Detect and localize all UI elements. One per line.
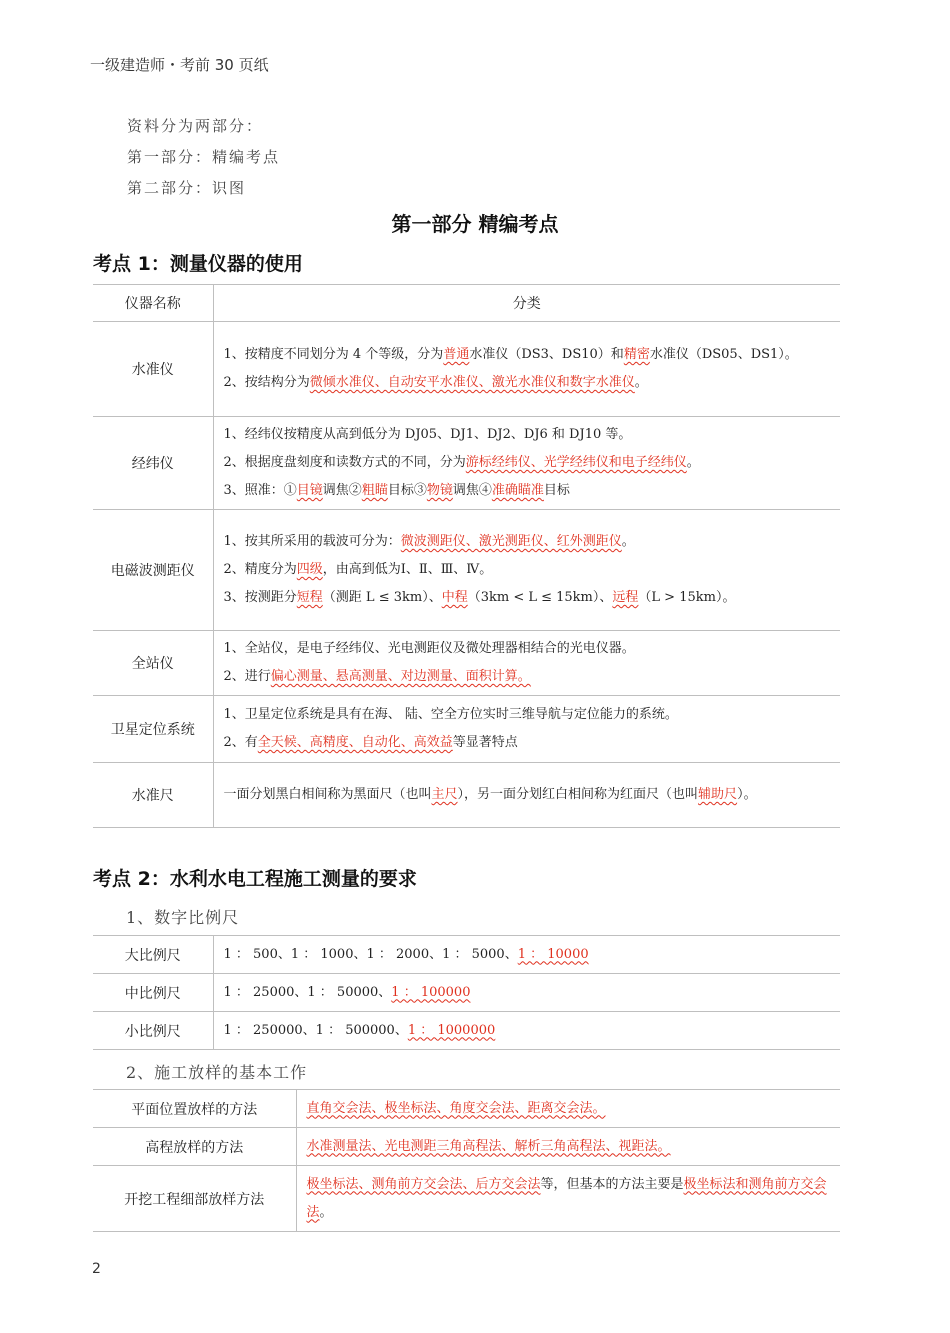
- intro-line-2: 第一部分：精编考点: [127, 148, 281, 166]
- method-name: 平面位置放样的方法: [93, 1090, 296, 1128]
- desc-line: [224, 369, 831, 397]
- desc-line: [224, 701, 831, 729]
- instrument-table: [93, 284, 840, 828]
- plain-text: 调焦②: [322, 483, 362, 498]
- plain-text: 3、照准：①: [223, 483, 297, 498]
- highlight-text: 普通: [443, 347, 470, 362]
- desc-line: [307, 1171, 831, 1227]
- plain-text: 目标: [543, 483, 570, 498]
- instrument-desc: [213, 763, 840, 828]
- table-row: [93, 763, 840, 828]
- plain-text: 一面分划黑白相间称为黑面尺（也叫: [223, 787, 432, 802]
- table-row: [93, 1128, 840, 1166]
- scale-values: 1 ： 25000、1 ： 50000、1 ： 100000: [213, 974, 840, 1012]
- page-header: 一级建造师・考前 30 页纸: [90, 56, 269, 74]
- subsection-layout-title: 2、施工放样的基本工作: [126, 1063, 308, 1082]
- highlight-text: 远程: [612, 590, 639, 605]
- plain-text: 1、按其所采用的载波可分为：: [223, 534, 401, 549]
- plain-text: 。: [634, 375, 648, 390]
- instrument-name: 水准仪: [93, 322, 213, 417]
- method-desc: [296, 1128, 840, 1166]
- plain-text: 3、按测距分: [223, 590, 297, 605]
- intro-line-1: 资料分为两部分：: [127, 117, 264, 135]
- scale-name: 大比例尺: [93, 936, 213, 974]
- desc-line: [224, 477, 831, 505]
- desc-line: [224, 663, 831, 691]
- plain-text: 2、精度分为: [223, 562, 297, 577]
- plain-text: 1、经纬仪按精度从高到低分为 DJ05、DJ1、DJ2、DJ6 和 DJ10 等。: [223, 427, 632, 442]
- instrument-desc: [213, 696, 840, 763]
- highlight-text: 四级: [296, 562, 323, 577]
- highlight-text: 物镜: [426, 483, 453, 498]
- instrument-name: 卫星定位系统: [93, 696, 213, 763]
- instrument-desc: [213, 510, 840, 631]
- plain-text: （3km < L ≤ 15km）、: [467, 590, 613, 605]
- desc-line: [224, 421, 831, 449]
- highlight-text: 短程: [296, 590, 323, 605]
- desc-line: [307, 1133, 831, 1161]
- plain-text: 。: [621, 534, 635, 549]
- plain-text: （L > 15km）。: [638, 590, 736, 605]
- table-row: [93, 1090, 840, 1128]
- plain-text: 水准仪（DS3、DS10）和: [469, 347, 624, 362]
- plain-text: 。: [686, 455, 700, 470]
- scale-name: 中比例尺: [93, 974, 213, 1012]
- scale-values: 1 ： 500、1 ： 1000、1 ： 2000、1 ： 5000、1 ： 10000: [213, 936, 840, 974]
- desc-line: [224, 341, 831, 369]
- highlight-text: 中程: [441, 590, 468, 605]
- highlight-text: 目镜: [296, 483, 323, 498]
- section-2-title: 考点 2：水利水电工程施工测量的要求: [93, 868, 417, 890]
- plain-text: 等，但基本的方法主要是: [540, 1176, 684, 1192]
- table-row: [93, 322, 840, 417]
- highlight-text: 微倾水准仪、自动安平水准仪、激光水准仪和数字水准仪: [309, 375, 635, 390]
- method-desc: [296, 1090, 840, 1128]
- desc-line: [224, 556, 831, 584]
- instrument-desc: [213, 417, 840, 510]
- plain-text: 等显著特点: [452, 735, 518, 750]
- plain-text: ）。: [737, 787, 757, 802]
- desc-line: [224, 584, 831, 612]
- intro-line-3: 第二部分：识图: [127, 179, 247, 197]
- table-header-row: [93, 285, 840, 322]
- desc-line: [224, 449, 831, 477]
- layout-method-table: [93, 1089, 840, 1232]
- table-row: [93, 417, 840, 510]
- highlight-text: 准确瞄准: [491, 483, 544, 498]
- subsection-scale-title: 1、数字比例尺: [126, 908, 240, 927]
- highlight-text: 主尺: [431, 787, 458, 802]
- plain-text: 2、根据度盘刻度和读数方式的不同，分为: [223, 455, 466, 470]
- plain-text: 1、卫星定位系统是具有在海、 陆、空全方位实时三维导航与定位能力的系统。: [223, 707, 678, 722]
- table-row: [93, 936, 840, 974]
- plain-text: 目标③: [387, 483, 427, 498]
- plain-text: 1、全站仪，是电子经纬仪、光电测距仪及微处理器相结合的光电仪器。: [223, 641, 635, 656]
- part-title: 第一部分 精编考点: [391, 212, 559, 236]
- highlight-text: 偏心测量、悬高测量、对边测量、面积计算。: [270, 669, 531, 684]
- instrument-desc: [213, 322, 840, 417]
- highlight-text: 全天候、高精度、自动化、高效益: [257, 735, 453, 750]
- table-row: [93, 696, 840, 763]
- plain-text: 2、按结构分为: [223, 375, 310, 390]
- table-row: [93, 1166, 840, 1232]
- desc-line: [307, 1095, 831, 1123]
- instrument-name: 水准尺: [93, 763, 213, 828]
- scale-name: 小比例尺: [93, 1012, 213, 1050]
- desc-line: [224, 635, 831, 663]
- plain-text: 水准仪（DS05、DS1）。: [649, 347, 798, 362]
- highlight-text: 直角交会法、极坐标法、角度交会法、距离交会法。: [306, 1100, 606, 1116]
- section-1-title: 考点 1：测量仪器的使用: [93, 253, 303, 275]
- instrument-name: 全站仪: [93, 631, 213, 696]
- plain-text: （测距 L ≤ 3km）、: [322, 590, 442, 605]
- page-number: 2: [92, 1261, 101, 1277]
- plain-text: 2、有: [223, 735, 258, 750]
- table-row: [93, 974, 840, 1012]
- plain-text: 调焦④: [452, 483, 492, 498]
- desc-line: [224, 528, 831, 556]
- plain-text: ），另一面分划红白相间称为红面尺（也叫: [457, 787, 699, 802]
- highlight-text: 精密: [623, 347, 650, 362]
- plain-text: ，由高到低为Ⅰ、Ⅱ、Ⅲ、Ⅳ。: [322, 562, 493, 577]
- plain-text: 1、按精度不同划分为 4 个等级，分为: [223, 347, 444, 362]
- plain-text: 2、进行: [223, 669, 271, 684]
- highlight-text: 辅助尺: [698, 787, 738, 802]
- desc-line: [224, 729, 831, 757]
- table-row: [93, 510, 840, 631]
- highlight-text: 水准测量法、光电测距三角高程法、解析三角高程法、视距法。: [306, 1138, 671, 1154]
- method-name: 开挖工程细部放样方法: [93, 1166, 296, 1232]
- instrument-name: 电磁波测距仪: [93, 510, 213, 631]
- method-desc: [296, 1166, 840, 1232]
- column-header-class: 分类: [213, 285, 840, 322]
- highlight-text: 粗瞄: [361, 483, 388, 498]
- highlight-text: 微波测距仪、激光测距仪、红外测距仪: [400, 534, 622, 549]
- scale-values: 1 ： 250000、1 ： 500000、1 ： 1000000: [213, 1012, 840, 1050]
- column-header-name: 仪器名称: [93, 285, 213, 322]
- instrument-name: 经纬仪: [93, 417, 213, 510]
- desc-line: [224, 781, 831, 809]
- highlight-text: 游标经纬仪、光学经纬仪和电子经纬仪: [465, 455, 687, 470]
- scale-table: [93, 935, 840, 1050]
- table-row: [93, 1012, 840, 1050]
- instrument-desc: [213, 631, 840, 696]
- table-row: [93, 631, 840, 696]
- highlight-text: 极坐标法和测角前方交会法: [306, 1176, 827, 1220]
- highlight-text: 极坐标法、测角前方交会法、后方交会法: [306, 1176, 541, 1192]
- plain-text: 。: [319, 1204, 333, 1220]
- method-name: 高程放样的方法: [93, 1128, 296, 1166]
